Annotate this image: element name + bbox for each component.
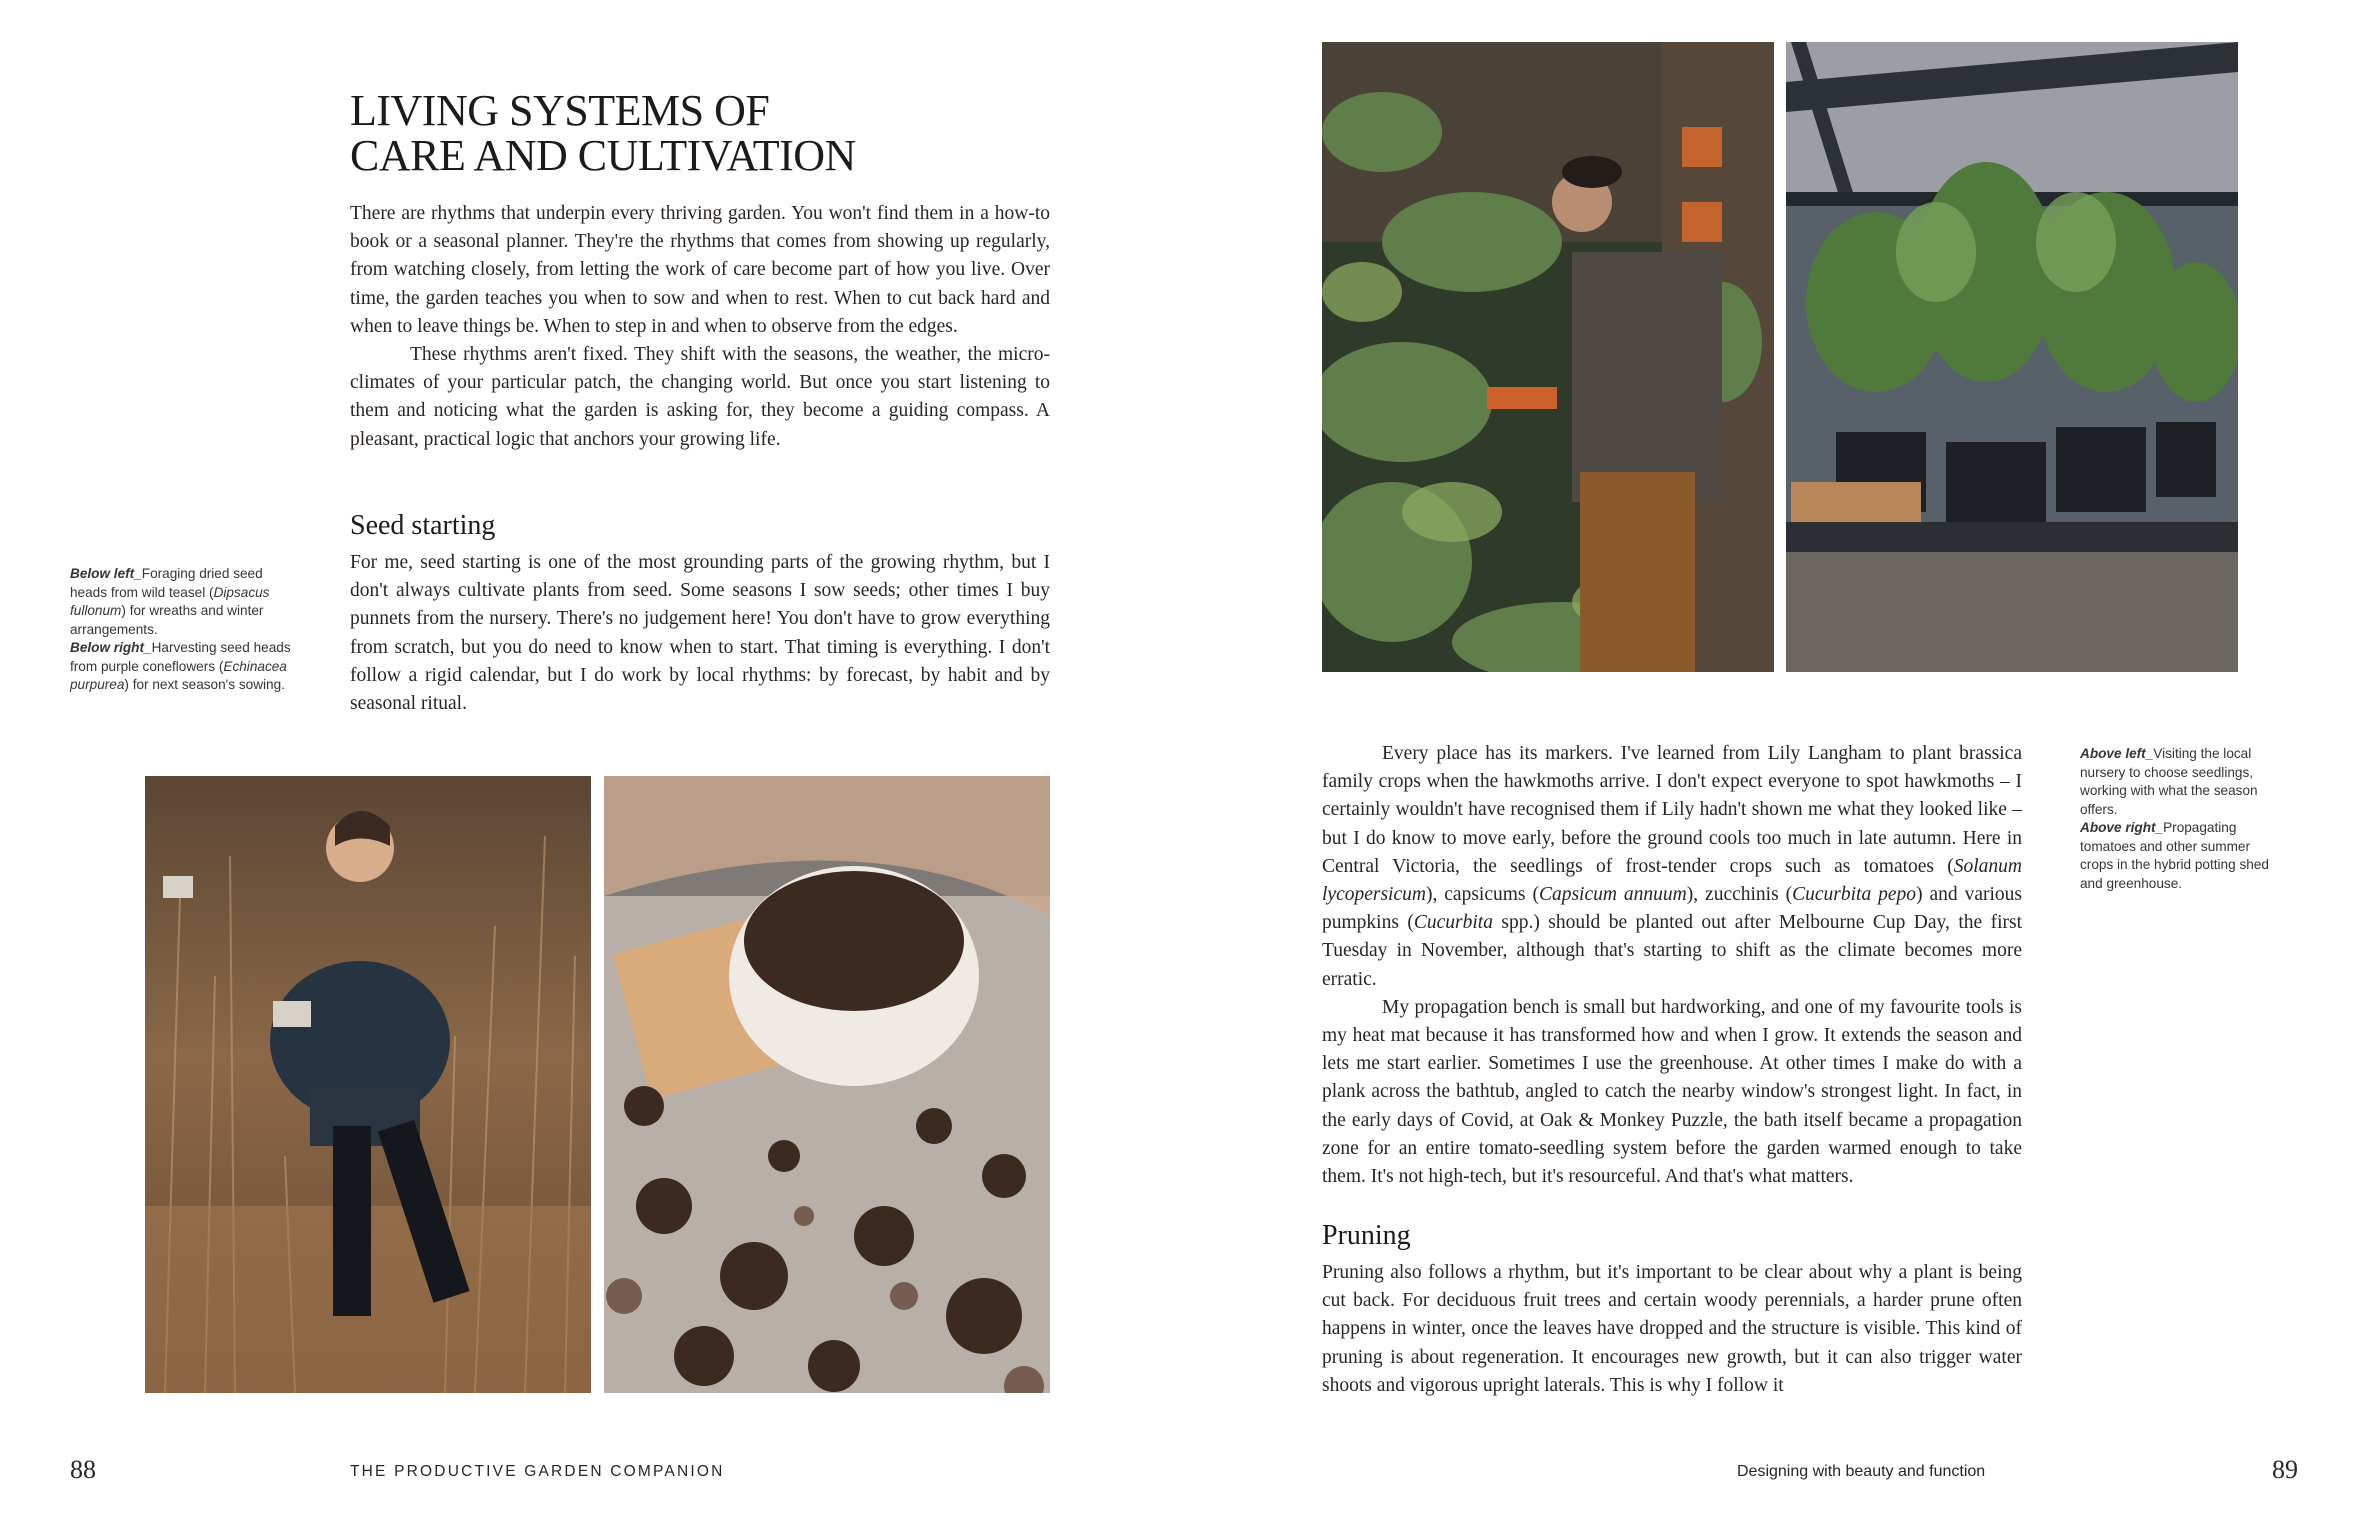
page-number-left: 88 (70, 1455, 96, 1484)
paragraph-text: ) and various pumpkins ( (1322, 884, 2022, 934)
intro-paragraph-1: There are rhythms that underpin every thriving garden. You won't find them in a how-to book or a seasonal planner. They're the rhythms that comes from showing up regularly, from watching closely, from letting the work of care become part of how you live. Over time, the garden teaches you when to sow and when to rest. When to cut back hard and when to leave things be. When to step in and when to observe from the edges. (350, 203, 1050, 337)
caption-lead: Below right_ (70, 640, 152, 655)
caption-text: Propagating tomatoes and other summer crops in the hybrid potting shed and greenhouse. (2080, 820, 2269, 891)
greenhouse-tomatoes-photo (1786, 42, 2238, 672)
botanical-name: Cucurbita (1413, 912, 1493, 934)
greenhouse-illustration (1786, 42, 2238, 672)
caption-text: Foraging dried seed heads from wild teasel ( (70, 566, 263, 600)
intro-text (350, 200, 1050, 454)
seed-bowl-illustration (604, 776, 1050, 1393)
photo-caption-below (70, 565, 300, 695)
woman-foraging-teasel-photo (145, 776, 591, 1393)
section-heading-seed-starting: Seed starting (350, 510, 496, 541)
caption-lead: Below left_ (70, 566, 142, 581)
title-line-1: LIVING SYSTEMS OF (350, 86, 770, 135)
caption-lead: Above right_ (2080, 820, 2164, 835)
paragraph-text: ), capsicums ( (1425, 884, 1539, 906)
page-title (350, 88, 1070, 178)
caption-entry (70, 639, 300, 695)
running-head-left: THE PRODUCTIVE GARDEN COMPANION (350, 1463, 725, 1480)
pruning-text (1322, 1259, 2022, 1400)
botanical-name: Capsicum annuum (1538, 884, 1687, 906)
botanical-name: Cucurbita pepo (1792, 884, 1917, 906)
page-number-right: 89 (2272, 1455, 2298, 1484)
botanical-name: Solanum lycopersicum (1322, 855, 2022, 906)
propagation-paragraph: My propagation bench is small but hardworking, and one of my favourite tools is my heat mat because it has transformed how and when I grow. It extends the season and lets me start earlier. Sometimes I use the greenhouse. At other times I make do with a plank across the bathtub, angled to catch the nearby window's strongest light. In fact, in the early days of Covid, at Oak & Monkey Puzzle, the bath itself became a propagation zone for an entire tomato-seedling system before the garden warmed enough to take them. It's not high-tech, but it's resourceful. And that's what matters. (1322, 996, 2022, 1188)
seed-starting-paragraph: For me, seed starting is one of the most grounding parts of the growing rhythm, but I don't always cultivate plants from seed. Some seasons I sow seeds; other times I buy punnets from the nursery. There's no judgement here! You don't have to grow everything from scratch, but you do need to know when to start. That timing is everything. I don't follow a rigid calendar, but I do work by local rhythms: by forecast, by habit and by seasonal ritual. (350, 552, 1050, 715)
caption-entry (2080, 819, 2280, 893)
caption-entry (2080, 745, 2280, 819)
nursery-illustration (1322, 42, 1774, 672)
paragraph-text: spp.) should be planted out after Melbourne Cup Day, the first Tuesday in November, although that's starting to shift as the climate becomes more erratic. (1322, 912, 2023, 990)
paragraph-text: ), zucchinis ( (1686, 884, 1793, 906)
section-heading-pruning: Pruning (1322, 1220, 1411, 1251)
foraging-illustration (145, 776, 591, 1393)
nursery-seedlings-photo (1322, 42, 1774, 672)
running-head-right: Designing with beauty and function (1737, 1463, 1986, 1480)
photo-caption-above (2080, 745, 2280, 893)
caption-text: ) for wreaths and winter arrangements. (70, 603, 264, 637)
seed-starting-text (350, 549, 1050, 718)
caption-botanical-name: Dipsacus fullonum (70, 584, 270, 618)
intro-paragraph-2: These rhythms aren't fixed. They shift with the seasons, the weather, the micro-climates of your particular patch, the changing world. But once you start listening to them and noticing what the garden is asking for, they become a guiding compass. A pleasant, practical logic that anchors your growing life. (350, 344, 1050, 450)
markers-paragraph (1322, 740, 2022, 994)
seed-bowl-photo (604, 776, 1050, 1393)
caption-entry (70, 565, 300, 639)
caption-lead: Above left_ (2080, 746, 2154, 761)
caption-text: ) for next season's sowing. (124, 677, 285, 692)
caption-text: Visiting the local nursery to choose seedlings, working with what the season offers. (2080, 746, 2258, 817)
paragraph-text: Every place has its markers. I've learned from Lily Langham to plant brassica family crops when the hawkmoths arrive. I don't expect everyone to spot hawkmoths – I certainly wouldn't have recognised them if Lily hadn't shown me what they looked like – but I do know to move early, before the ground cools too much in late autumn. Here in Central Victoria, the seedlings of frost-tender crops such as tomatoes ( (1322, 743, 2022, 877)
caption-botanical-name: Echinacea purpurea (70, 658, 287, 692)
title-line-2: CARE AND CULTIVATION (350, 131, 856, 180)
pruning-paragraph: Pruning also follows a rhythm, but it's important to be clear about why a plant is being cut back. For deciduous fruit trees and certain woody perennials, a harder prune often happens in winter, once the leaves have dropped and the structure is visible. This kind of pruning is about regeneration. It encourages new growth, but it can also trigger water shoots and vigorous upright laterals. This is why I follow it (1322, 1262, 2022, 1396)
markers-text (1322, 740, 2022, 1191)
caption-text: Harvesting seed heads from purple coneflowers ( (70, 640, 291, 674)
